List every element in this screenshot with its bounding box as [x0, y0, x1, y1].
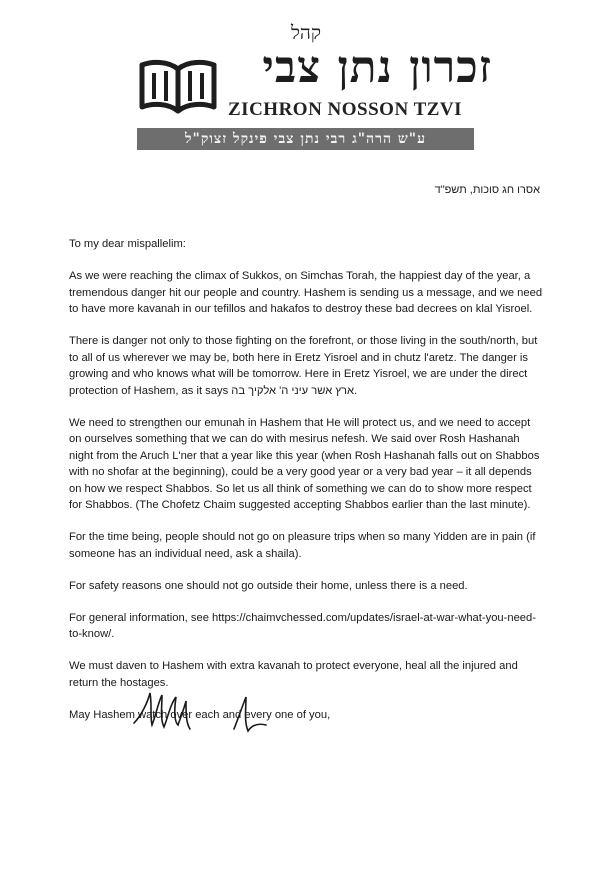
paragraph-2-hebrew-quote: ארץ אשר עיני ה' אלקיך בה [231, 384, 354, 397]
letterhead-dedication-banner: ע"ש הרה"ג רבי נתן צבי פינקל זצוק"ל [137, 128, 474, 150]
handwritten-signature-icon [128, 685, 298, 745]
paragraph-2-end: . [353, 384, 358, 397]
paragraph-3: We need to strengthen our emunah in Hashem that He will protect us, and we need to accept on ourselves something that we can do with mesirus nefesh. We said over Rosh Hashanah night from the Aruch L'ner that a year like this year (when Rosh Hashanah falls out on Shabbos with no shofar at the beginning), could be a very good year or a very bad year – it all depends on how we respect Shabbos. So let us all think of something we can do to show more respect for Shabbos. (The Chofetz Chaim suggested accepting Shabbos earlier than the last minute). [69, 416, 540, 511]
paragraph-5: For safety reasons one should not go outside their home, unless there is a need. [69, 579, 468, 592]
salutation: To my dear mispallelim: [69, 238, 186, 250]
paragraph-7: We must daven to Hashem with extra kavanah to protect everyone, heal all the injured and return the hostages. [69, 660, 518, 689]
paragraph-2 [69, 333, 545, 399]
letterhead-hebrew-name: זכרון נתן צבי [262, 42, 492, 93]
letterhead-kehal: קהל [291, 22, 321, 44]
letter-body [69, 236, 545, 739]
paragraph-6: For general information, see https://chaimvchessed.com/updates/israel-at-war-what-you-need-to-know/. [69, 611, 536, 640]
paragraph-1: As we were reaching the climax of Sukkos, on Simchas Torah, the happiest day of the year, a tremendous danger hit our people and country. Hashem is sending us a message, and we need to have more kavanah in our tefillos and hakafos to destroy these bad decrees on klal Yisroel. [69, 270, 543, 315]
letterhead [0, 0, 611, 160]
paragraph-4: For the time being, people should not go on pleasure trips when so many Yidden are in pain (if someone has an individual need, ask a shaila). [69, 531, 536, 560]
open-book-logo-icon [138, 55, 218, 117]
paragraph-2-text: There is danger not only to those fighting on the forefront, or those living in the south/north, but to all of us wherever we may be, both here in Eretz Yisroel and in chutz l'aretz. The danger is growing and who knows what will be tomorrow. Here in Eretz Yisroel, we are under the direct protection of Hashem, as it says [69, 335, 538, 397]
letterhead-english-name: ZICHRON NOSSON TZVI [228, 99, 463, 120]
letter-date: אסרו חג סוכות, תשפ"ד [434, 184, 540, 196]
closing: May Hashem watch over each and every one of you, [69, 708, 331, 721]
